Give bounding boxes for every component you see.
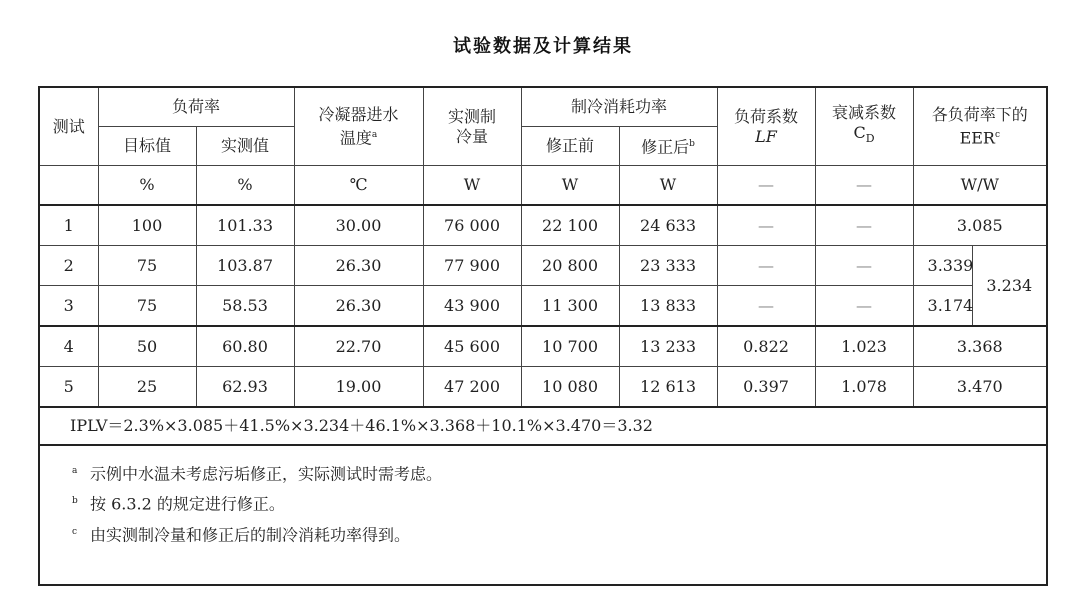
- cell-cd: 1.023: [815, 326, 913, 367]
- cell-capacity: 43 900: [423, 286, 521, 327]
- table-title: 试验数据及计算结果: [453, 36, 633, 57]
- cell-after: 13 233: [619, 326, 717, 367]
- cell-target: 100: [98, 205, 196, 246]
- cell-after: 24 633: [619, 205, 717, 246]
- cell-lf: 0.822: [717, 326, 815, 367]
- footnotes: [39, 445, 1047, 585]
- header-cd: 衰减系数 $C_D$: [815, 87, 913, 166]
- cell-target: 75: [98, 246, 196, 286]
- cell-temp: 19.00: [294, 367, 423, 408]
- row-id: 2: [39, 246, 98, 286]
- cell-measured: 103.87: [196, 246, 294, 286]
- table-row: [39, 286, 1047, 327]
- header-power: 制冷消耗功率: [521, 87, 717, 127]
- cell-measured: 58.53: [196, 286, 294, 327]
- header-before: 修正前: [521, 127, 619, 166]
- cell-lf: —: [717, 205, 815, 246]
- cell-capacity: 45 600: [423, 326, 521, 367]
- header-test: 测试: [39, 87, 98, 166]
- cell-cd: —: [815, 286, 913, 327]
- cell-lf: —: [717, 246, 815, 286]
- cell-eer: 3.339: [913, 246, 972, 286]
- cell-temp: 26.30: [294, 246, 423, 286]
- unit-capacity: W: [423, 166, 521, 206]
- cell-eer: 3.470: [913, 367, 1047, 408]
- cell-measured: 62.93: [196, 367, 294, 408]
- cell-measured: 101.33: [196, 205, 294, 246]
- cell-before: 11 300: [521, 286, 619, 327]
- header-load-rate: 负荷率: [98, 87, 294, 127]
- cell-eer: 3.174: [913, 286, 972, 327]
- row-id: 5: [39, 367, 98, 408]
- cell-target: 75: [98, 286, 196, 327]
- cell-eer-average: 3.234: [972, 246, 1047, 327]
- table-row: [39, 205, 1047, 246]
- header-row-1: [39, 87, 1047, 127]
- table-row: [39, 246, 1047, 286]
- unit-temp: ℃: [294, 166, 423, 206]
- footnote: a 示例中水温未考虑污垢修正，实际测试时需考虑。: [72, 464, 443, 484]
- cell-after: 12 613: [619, 367, 717, 408]
- cell-lf: 0.397: [717, 367, 815, 408]
- header-after: 修正后$^b$: [619, 127, 717, 166]
- header-condenser-temp: 冷凝器进水 温度$^a$: [294, 87, 423, 166]
- cell-temp: 30.00: [294, 205, 423, 246]
- footnote: b 按 6.3.2 的规定进行修正。: [72, 494, 285, 514]
- unit-before: W: [521, 166, 619, 206]
- cell-after: 13 833: [619, 286, 717, 327]
- unit-test: [39, 166, 98, 206]
- cell-after: 23 333: [619, 246, 717, 286]
- cell-before: 22 100: [521, 205, 619, 246]
- cell-capacity: 76 000: [423, 205, 521, 246]
- cell-measured: 60.80: [196, 326, 294, 367]
- unit-row: [39, 166, 1047, 206]
- header-eer: 各负荷率下的 EER$^c$: [913, 87, 1047, 166]
- cell-eer: 3.085: [913, 205, 1047, 246]
- iplv-row: [39, 407, 1047, 445]
- unit-after: W: [619, 166, 717, 206]
- cell-before: 10 080: [521, 367, 619, 408]
- table-row: [39, 326, 1047, 367]
- iplv-formula: IPLV＝2.3%×3.085＋41.5%×3.234＋46.1%×3.368＋10.1%×3.470＝3.32: [39, 407, 1047, 445]
- cell-cd: —: [815, 246, 913, 286]
- cell-before: 20 800: [521, 246, 619, 286]
- unit-eer: W/W: [913, 166, 1047, 206]
- cell-target: 25: [98, 367, 196, 408]
- unit-lf: —: [717, 166, 815, 206]
- cell-temp: 26.30: [294, 286, 423, 327]
- header-capacity: 实测制 冷量: [423, 87, 521, 166]
- footnote: c 由实测制冷量和修正后的制冷消耗功率得到。: [72, 524, 411, 544]
- row-id: 4: [39, 326, 98, 367]
- cell-capacity: 47 200: [423, 367, 521, 408]
- cell-eer: 3.368: [913, 326, 1047, 367]
- test-data-table: [38, 86, 1048, 586]
- row-id: 3: [39, 286, 98, 327]
- unit-target: %: [98, 166, 196, 206]
- header-lf: 负荷系数 LF: [717, 87, 815, 166]
- unit-cd: —: [815, 166, 913, 206]
- cell-cd: —: [815, 205, 913, 246]
- cell-target: 50: [98, 326, 196, 367]
- cell-cd: 1.078: [815, 367, 913, 408]
- row-id: 1: [39, 205, 98, 246]
- cell-lf: —: [717, 286, 815, 327]
- header-measured: 实测值: [196, 127, 294, 166]
- cell-temp: 22.70: [294, 326, 423, 367]
- unit-measured: %: [196, 166, 294, 206]
- cell-capacity: 77 900: [423, 246, 521, 286]
- cell-before: 10 700: [521, 326, 619, 367]
- table-row: [39, 367, 1047, 408]
- header-target: 目标值: [98, 127, 196, 166]
- notes-row: [39, 445, 1047, 585]
